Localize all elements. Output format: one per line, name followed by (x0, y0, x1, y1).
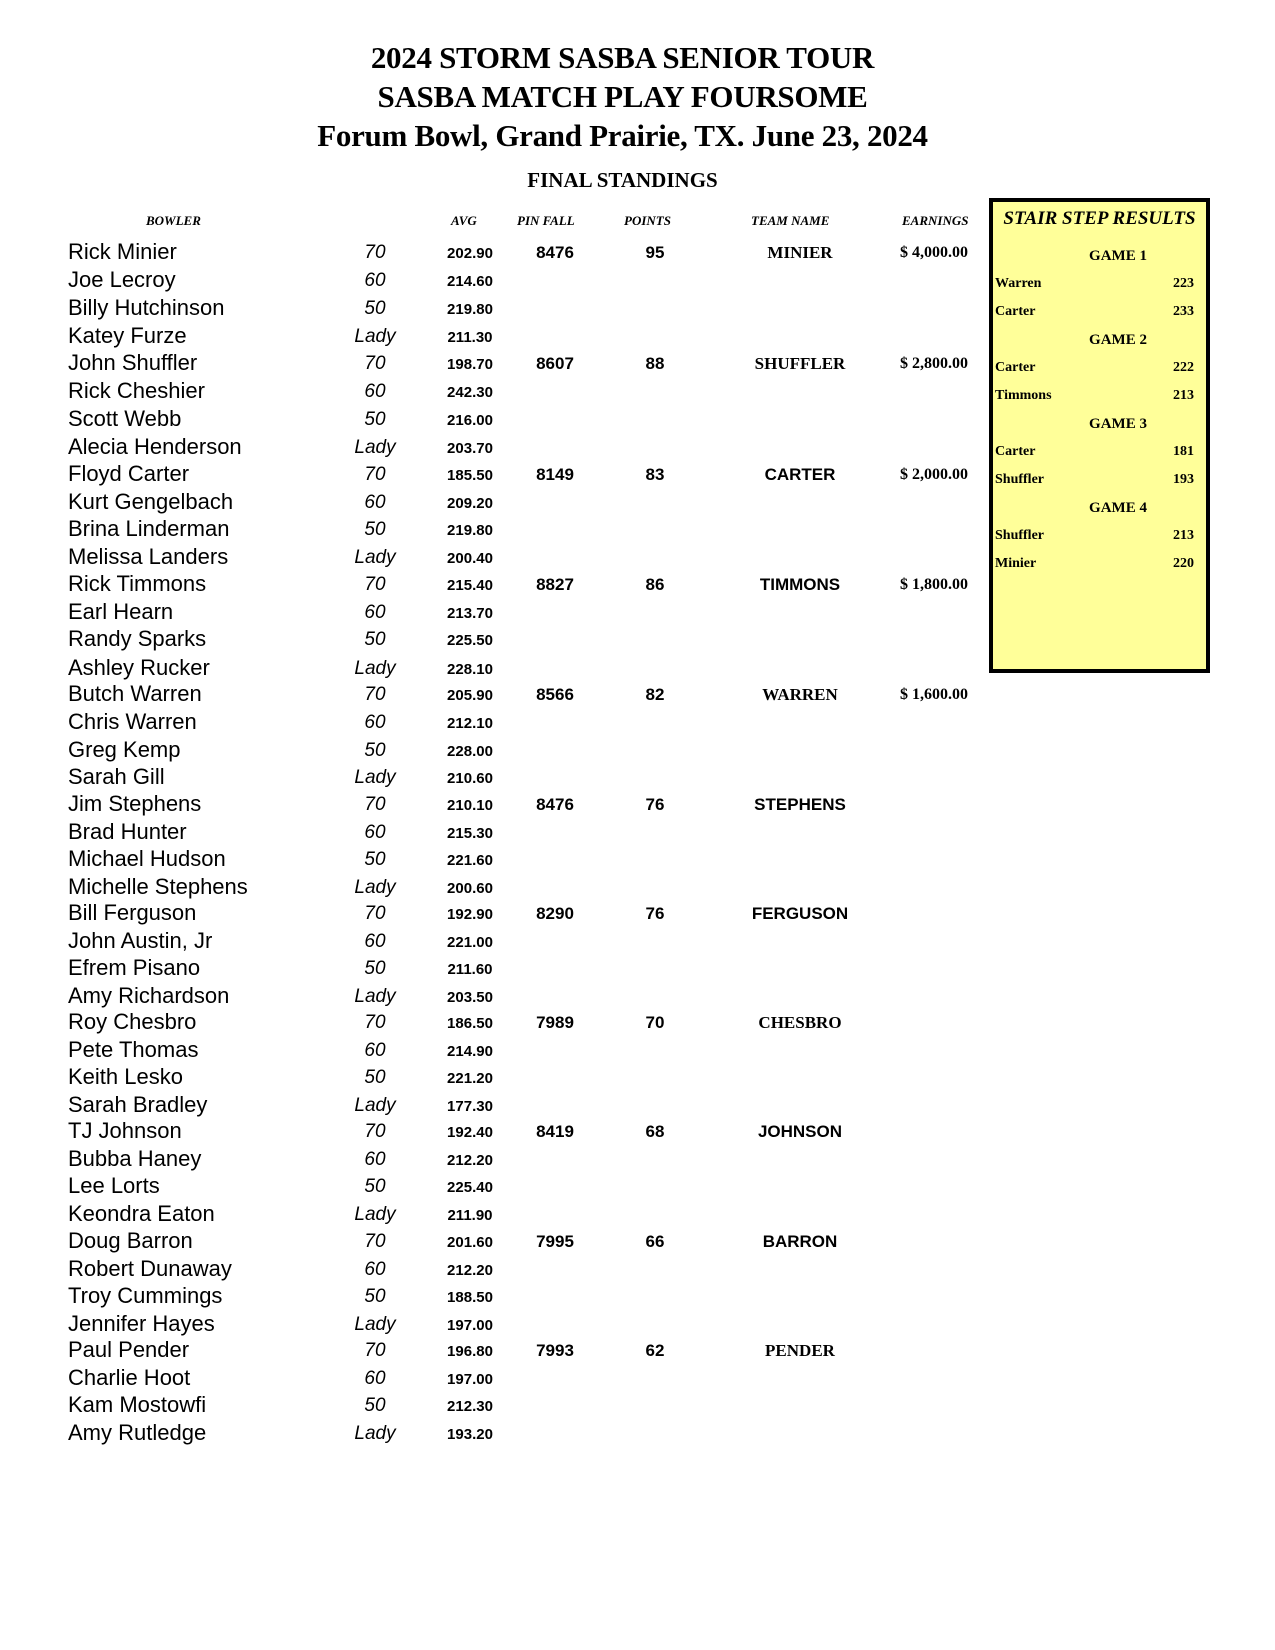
table-row (0, 983, 990, 1011)
bowler-name: Michelle Stephens (68, 874, 248, 899)
bowler-average: 201.60 (447, 1234, 493, 1251)
bowler-name: Melissa Landers (68, 544, 229, 569)
bowler-name: Troy Cummings (68, 1283, 223, 1308)
stair-game-label: GAME 3 (1089, 416, 1147, 432)
stair-step-results-box (989, 198, 1210, 673)
bowler-division: 70 (364, 1121, 386, 1142)
bowler-average: 221.00 (447, 934, 493, 951)
bowler-division: 60 (364, 1040, 386, 1061)
bowler-average: 210.10 (447, 797, 493, 814)
bowler-average: 221.20 (447, 1070, 493, 1087)
bowler-name: Rick Cheshier (68, 378, 205, 403)
team-points: 70 (645, 1013, 665, 1032)
bowler-division: 50 (364, 409, 386, 430)
table-row (0, 1365, 990, 1393)
stair-team-name: Carter (995, 304, 1036, 319)
table-row (0, 1420, 990, 1448)
table-row (0, 819, 990, 847)
bowler-average: 216.00 (447, 412, 493, 429)
team-name: CHESBRO (758, 1013, 842, 1032)
bowler-name: Paul Pender (68, 1337, 190, 1362)
bowler-name: Brad Hunter (68, 819, 187, 844)
bowler-division: Lady (354, 1423, 396, 1444)
bowler-average: 186.50 (447, 1015, 493, 1032)
bowler-average: 185.50 (447, 467, 493, 484)
bowler-average: 188.50 (447, 1289, 493, 1306)
stair-team-name: Warren (995, 276, 1042, 291)
team-pin-fall: 8149 (536, 465, 574, 484)
stair-team-score: 220 (1173, 556, 1194, 571)
bowler-division: 60 (364, 712, 386, 733)
table-row (0, 544, 990, 572)
table-row (0, 655, 990, 683)
bowler-average: 203.70 (447, 440, 493, 457)
bowler-division: 70 (364, 1012, 386, 1033)
bowler-name: Charlie Hoot (68, 1365, 191, 1390)
bowler-average: 211.90 (447, 1207, 493, 1224)
bowler-name: Billy Hutchinson (68, 295, 225, 320)
team-earnings: $ 1,800.00 (900, 576, 968, 593)
bowler-division: Lady (354, 767, 396, 788)
bowler-average: 242.30 (447, 384, 493, 401)
bowler-name: Ashley Rucker (68, 655, 210, 680)
table-row (0, 626, 990, 654)
bowler-division: Lady (354, 658, 396, 679)
table-row (0, 1009, 990, 1037)
stair-step-title: STAIR STEP RESULTS (1003, 208, 1196, 229)
bowler-average: 212.10 (447, 715, 493, 732)
bowler-division: 70 (364, 353, 386, 374)
bowler-name: Katey Furze (68, 323, 187, 348)
bowler-average: 212.20 (447, 1262, 493, 1279)
bowler-name: John Austin, Jr (68, 928, 213, 953)
table-row (0, 1092, 990, 1120)
bowler-division: Lady (354, 547, 396, 568)
table-row (0, 1228, 990, 1256)
bowler-name: Robert Dunaway (68, 1256, 232, 1281)
team-earnings: $ 1,600.00 (900, 686, 968, 703)
bowler-average: 219.80 (447, 301, 493, 318)
bowler-division: 70 (364, 684, 386, 705)
bowler-name: John Shuffler (68, 350, 198, 375)
team-points: 76 (645, 904, 665, 923)
table-row (0, 874, 990, 902)
bowler-division: 70 (364, 464, 386, 485)
table-row (0, 350, 990, 378)
table-row (0, 1392, 990, 1420)
bowler-division: Lady (354, 1204, 396, 1225)
stair-team-name: Shuffler (995, 472, 1044, 487)
bowler-division: 50 (364, 1286, 386, 1307)
bowler-average: 214.90 (447, 1043, 493, 1060)
stair-team-score: 213 (1173, 388, 1194, 403)
table-row (0, 1037, 990, 1065)
team-pin-fall: 8476 (536, 243, 574, 262)
table-row (0, 295, 990, 323)
bowler-average: 192.40 (447, 1124, 493, 1141)
bowler-name: Greg Kemp (68, 737, 181, 762)
bowler-average: 203.50 (447, 989, 493, 1006)
bowler-name: Butch Warren (68, 681, 202, 706)
table-row (0, 1256, 990, 1284)
bowler-name: Amy Richardson (68, 983, 230, 1008)
bowler-name: Joe Lecroy (68, 267, 176, 292)
stair-team-score: 233 (1173, 304, 1194, 319)
bowler-average: 197.00 (447, 1317, 493, 1334)
table-row (0, 1064, 990, 1092)
bowler-average: 211.60 (447, 961, 493, 978)
team-pin-fall: 7995 (536, 1232, 574, 1251)
team-points: 95 (645, 243, 665, 262)
bowler-average: 200.40 (447, 550, 493, 567)
bowler-division: 50 (364, 629, 386, 650)
team-points: 68 (645, 1122, 665, 1141)
team-pin-fall: 8566 (536, 685, 574, 704)
table-row (0, 681, 990, 709)
table-row (0, 955, 990, 983)
bowler-name: Bubba Haney (68, 1146, 202, 1171)
bowler-name: Scott Webb (68, 406, 182, 431)
table-row (0, 1311, 990, 1339)
bowler-average: 192.90 (447, 906, 493, 923)
bowler-average: 200.60 (447, 880, 493, 897)
bowler-name: Earl Hearn (68, 599, 174, 624)
stair-team-score: 222 (1173, 360, 1194, 375)
team-points: 66 (645, 1232, 665, 1251)
team-pin-fall: 7993 (536, 1341, 574, 1360)
bowler-name: Bill Ferguson (68, 900, 197, 925)
table-row (0, 764, 990, 792)
title-tour: 2024 STORM SASBA SENIOR TOUR (370, 40, 875, 75)
bowler-division: 60 (364, 1149, 386, 1170)
bowler-name: TJ Johnson (68, 1118, 182, 1143)
stair-team-score: 193 (1173, 472, 1194, 487)
team-earnings: $ 2,000.00 (900, 466, 968, 483)
bowler-name: Randy Sparks (68, 626, 207, 651)
bowler-division: 50 (364, 1395, 386, 1416)
bowler-division: 50 (364, 849, 386, 870)
bowler-average: 210.60 (447, 770, 493, 787)
table-row (0, 571, 990, 599)
bowler-name: Sarah Bradley (68, 1092, 208, 1117)
team-pin-fall: 8419 (536, 1122, 574, 1141)
team-name: PENDER (765, 1341, 835, 1360)
table-row (0, 267, 990, 295)
table-row (0, 599, 990, 627)
header-earnings: EARNINGS (902, 213, 969, 228)
bowler-division: 70 (364, 574, 386, 595)
bowler-division: 50 (364, 519, 386, 540)
bowler-name: Doug Barron (68, 1228, 193, 1253)
team-points: 83 (645, 465, 665, 484)
bowler-average: 205.90 (447, 687, 493, 704)
team-name: SHUFFLER (754, 354, 846, 373)
bowler-average: 196.80 (447, 1343, 493, 1360)
header-points: POINTS (624, 213, 671, 228)
stair-team-name: Minier (995, 556, 1037, 571)
bowler-name: Rick Minier (68, 239, 177, 264)
table-row (0, 434, 990, 462)
team-points: 62 (645, 1341, 665, 1360)
header-pin-fall: PIN FALL (517, 213, 575, 228)
bowler-name: Pete Thomas (68, 1037, 199, 1062)
table-row (0, 1146, 990, 1174)
bowler-average: 228.10 (447, 661, 493, 678)
table-row (0, 406, 990, 434)
bowler-average: 198.70 (447, 356, 493, 373)
stair-game-label: GAME 1 (1089, 248, 1147, 264)
table-row (0, 709, 990, 737)
bowler-division: 50 (364, 958, 386, 979)
team-name: MINIER (767, 243, 833, 262)
bowler-division: Lady (354, 877, 396, 898)
team-pin-fall: 8827 (536, 575, 574, 594)
table-row (0, 900, 990, 928)
table-row (0, 791, 990, 819)
team-name: WARREN (762, 685, 838, 704)
bowler-division: 60 (364, 931, 386, 952)
bowler-name: Sarah Gill (68, 764, 165, 789)
team-name: JOHNSON (757, 1122, 843, 1141)
bowler-name: Jim Stephens (68, 791, 202, 816)
title-location-date: Forum Bowl, Grand Prairie, TX. June 23, 2024 (317, 118, 928, 153)
bowler-division: 50 (364, 1176, 386, 1197)
title-event: SASBA MATCH PLAY FOURSOME (377, 79, 868, 114)
bowler-division: Lady (354, 986, 396, 1007)
stair-team-name: Shuffler (995, 528, 1044, 543)
bowler-division: 70 (364, 242, 386, 263)
bowler-name: Chris Warren (68, 709, 197, 734)
bowler-average: 214.60 (447, 273, 493, 290)
table-row (0, 1173, 990, 1201)
header-bowler: BOWLER (146, 213, 201, 228)
bowler-average: 193.20 (447, 1426, 493, 1443)
table-row (0, 239, 990, 267)
table-row (0, 461, 990, 489)
bowler-name: Keondra Eaton (68, 1201, 215, 1226)
table-row (0, 1337, 990, 1365)
team-name: BARRON (762, 1232, 838, 1251)
bowler-average: 213.70 (447, 605, 493, 622)
team-pin-fall: 7989 (536, 1013, 574, 1032)
bowler-division: Lady (354, 326, 396, 347)
bowler-name: Alecia Henderson (68, 434, 242, 459)
bowler-average: 212.30 (447, 1398, 493, 1415)
team-name: STEPHENS (754, 795, 846, 814)
team-points: 86 (645, 575, 665, 594)
bowler-average: 202.90 (447, 245, 493, 262)
table-row (0, 1283, 990, 1311)
table-row (0, 1201, 990, 1229)
bowler-name: Keith Lesko (68, 1064, 183, 1089)
bowler-average: 177.30 (447, 1098, 493, 1115)
stair-team-score: 181 (1173, 444, 1194, 459)
subtitle-final-standings: FINAL STANDINGS (527, 168, 718, 192)
bowler-name: Efrem Pisano (68, 955, 201, 980)
bowler-name: Floyd Carter (68, 461, 190, 486)
table-row (0, 846, 990, 874)
bowler-division: 50 (364, 740, 386, 761)
bowler-name: Roy Chesbro (68, 1009, 197, 1034)
team-name: CARTER (764, 465, 836, 484)
bowler-name: Lee Lorts (68, 1173, 160, 1198)
bowler-division: Lady (354, 437, 396, 458)
table-row (0, 323, 990, 351)
bowler-division: 60 (364, 492, 386, 513)
header-avg: AVG (451, 213, 477, 228)
header-team-name: TEAM NAME (751, 213, 830, 228)
bowler-division: 60 (364, 822, 386, 843)
table-row (0, 928, 990, 956)
bowler-division: 60 (364, 381, 386, 402)
table-row (0, 489, 990, 517)
bowler-average: 215.30 (447, 825, 493, 842)
bowler-name: Kurt Gengelbach (68, 489, 234, 514)
bowler-name: Jennifer Hayes (68, 1311, 215, 1336)
bowler-division: 50 (364, 1067, 386, 1088)
stair-game-label: GAME 2 (1089, 332, 1147, 348)
table-row (0, 378, 990, 406)
bowler-average: 225.50 (447, 632, 493, 649)
team-pin-fall: 8476 (536, 795, 574, 814)
stair-team-name: Timmons (995, 388, 1052, 403)
stair-game-label: GAME 4 (1089, 500, 1147, 516)
bowler-average: 209.20 (447, 495, 493, 512)
bowler-name: Michael Hudson (68, 846, 226, 871)
table-row (0, 1118, 990, 1146)
bowler-division: 60 (364, 1368, 386, 1389)
bowler-average: 197.00 (447, 1371, 493, 1388)
bowler-average: 225.40 (447, 1179, 493, 1196)
bowler-average: 212.20 (447, 1152, 493, 1169)
bowler-average: 211.30 (447, 329, 493, 346)
team-earnings: $ 4,000.00 (900, 244, 968, 261)
bowler-average: 219.80 (447, 522, 493, 539)
bowler-average: 221.60 (447, 852, 493, 869)
team-name: FERGUSON (751, 904, 849, 923)
bowler-division: 60 (364, 602, 386, 623)
bowler-name: Rick Timmons (68, 571, 207, 596)
team-earnings: $ 2,800.00 (900, 355, 968, 372)
table-row (0, 516, 990, 544)
team-pin-fall: 8607 (536, 354, 574, 373)
bowler-division: 70 (364, 1340, 386, 1361)
bowler-name: Kam Mostowfi (68, 1392, 207, 1417)
team-points: 76 (645, 795, 665, 814)
bowler-name: Brina Linderman (68, 516, 230, 541)
stair-team-name: Carter (995, 444, 1036, 459)
bowler-division: 60 (364, 270, 386, 291)
bowler-division: Lady (354, 1095, 396, 1116)
team-points: 88 (645, 354, 665, 373)
bowler-division: Lady (354, 1314, 396, 1335)
bowler-division: 50 (364, 298, 386, 319)
stair-team-name: Carter (995, 360, 1036, 375)
table-row (0, 737, 990, 765)
bowler-average: 215.40 (447, 577, 493, 594)
team-pin-fall: 8290 (536, 904, 574, 923)
bowler-division: 70 (364, 1231, 386, 1252)
bowler-average: 228.00 (447, 743, 493, 760)
team-name: TIMMONS (759, 575, 841, 594)
bowler-division: 70 (364, 794, 386, 815)
bowler-name: Amy Rutledge (68, 1420, 207, 1445)
bowler-division: 70 (364, 903, 386, 924)
bowler-division: 60 (364, 1259, 386, 1280)
stair-team-score: 223 (1173, 276, 1194, 291)
team-points: 82 (645, 685, 665, 704)
stair-team-score: 213 (1173, 528, 1194, 543)
